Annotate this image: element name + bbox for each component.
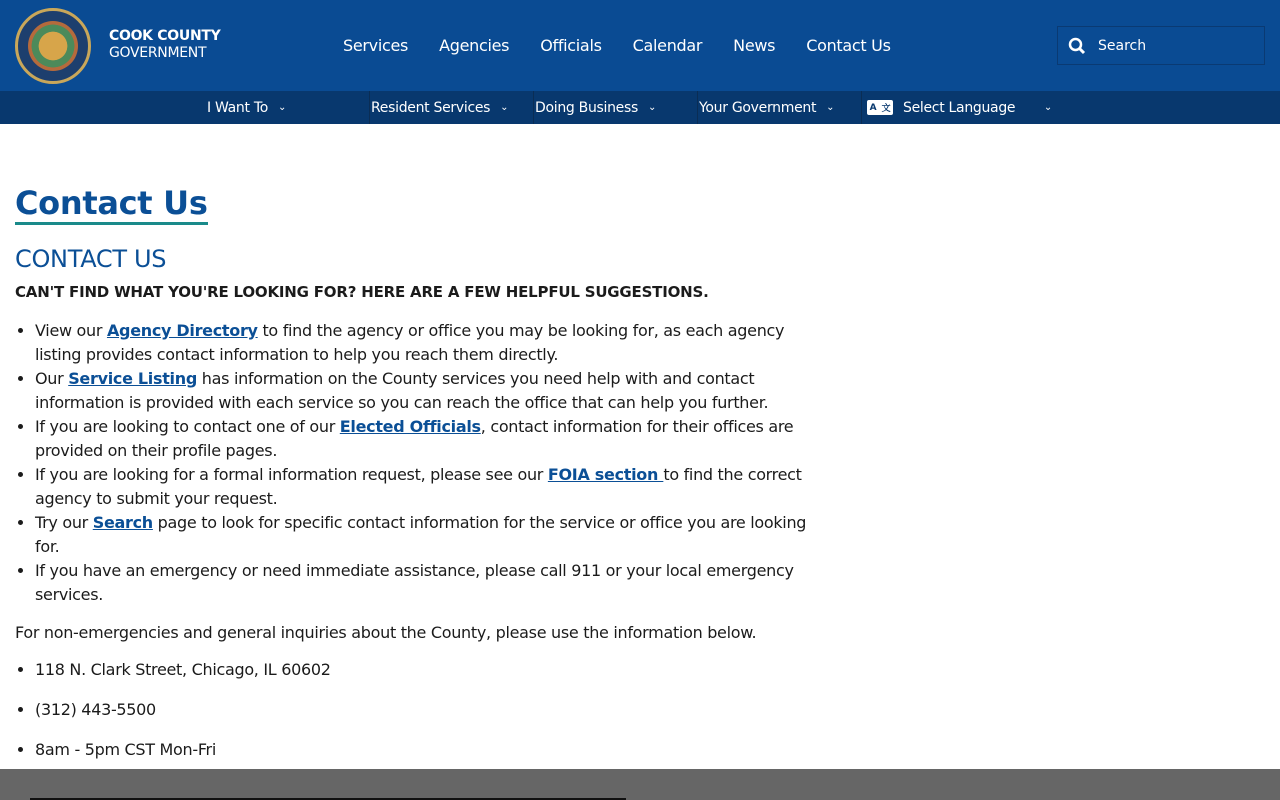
suggestion-link[interactable]: FOIA section: [547, 465, 664, 484]
cook-county-seal-logo[interactable]: [15, 8, 91, 84]
suggestion-text: , contact information for their offices are provided on their profile pages.: [35, 417, 794, 460]
suggestion-text: Our: [35, 369, 69, 388]
suggestion-text: to find the agency or office you may be looking for, as each agency listing provides contact information to help you reach them directly.: [35, 321, 785, 364]
subnav-doing-business[interactable]: [535, 91, 656, 124]
page-title: Contact Us: [15, 184, 208, 225]
contact-address: • 118 N. Clark Street, Chicago, IL 60602: [35, 658, 835, 682]
suggestion-text: to find the correct agency to submit your request.: [35, 465, 802, 508]
nav-news[interactable]: News: [733, 36, 776, 55]
subnav-label: I Want To: [207, 99, 268, 116]
chevron-down-icon: ⌄: [277, 102, 287, 113]
suggestion-item: [35, 415, 835, 463]
main-content: [0, 124, 850, 762]
chevron-down-icon: ⌄: [826, 102, 835, 113]
suggestion-link[interactable]: Agency Directory: [106, 321, 258, 340]
search-input[interactable]: [1057, 26, 1265, 65]
search-icon: [1068, 37, 1086, 55]
suggestion-item: [35, 319, 835, 367]
suggestion-link[interactable]: Service Listing: [68, 369, 197, 388]
subnav-your-government[interactable]: [699, 91, 834, 124]
nav-contact-us[interactable]: Contact Us: [806, 36, 891, 55]
general-inquiries-text: For non-emergencies and general inquiries about the County, please use the information below.: [15, 623, 757, 642]
subnav-i-want-to[interactable]: [207, 91, 286, 124]
brand-line1: COOK COUNTY: [109, 28, 221, 44]
nav-officials[interactable]: Officials: [540, 36, 602, 55]
brand-name[interactable]: [109, 28, 220, 62]
nav-calendar[interactable]: Calendar: [632, 36, 703, 55]
suggestion-link[interactable]: Elected Officials: [339, 417, 481, 436]
search-placeholder: Search: [1098, 37, 1147, 54]
subnav-resident-services[interactable]: [371, 91, 508, 124]
language-select[interactable]: [867, 91, 1052, 124]
suggestion-text: has information on the County services you need help with and contact information is provided with each service so you can reach the office that can help you further.: [35, 369, 769, 412]
language-label: Select Language: [903, 99, 1016, 116]
contact-phone: • (312) 443-5500: [35, 698, 835, 722]
suggestion-item: [35, 463, 835, 511]
chevron-down-icon: ⌄: [647, 102, 657, 113]
section-subheading: CAN'T FIND WHAT YOU'RE LOOKING FOR? HERE ARE A FEW HELPFUL SUGGESTIONS.: [15, 283, 709, 301]
divider: [861, 91, 862, 124]
main-nav: [343, 36, 922, 55]
contact-hours: • 8am - 5pm CST Mon-Fri: [35, 738, 835, 762]
suggestion-text: View our: [35, 321, 107, 340]
brand-line2: GOVERNMENT: [109, 45, 207, 61]
suggestion-item: [35, 367, 835, 415]
nav-agencies[interactable]: Agencies: [439, 36, 510, 55]
suggestions-list: [15, 319, 835, 607]
site-header: [0, 0, 1280, 91]
chevron-down-icon: ⌄: [1043, 102, 1052, 113]
chevron-down-icon: ⌄: [500, 102, 509, 113]
contact-info-list: [15, 658, 835, 762]
subnav-label: Resident Services: [371, 99, 491, 116]
secondary-nav: [0, 91, 1280, 124]
subnav-label: Doing Business: [535, 99, 638, 116]
footer: [0, 769, 1280, 800]
subnav-label: Your Government: [699, 99, 817, 116]
suggestion-text: If you are looking to contact one of our: [35, 417, 340, 436]
suggestion-text: If you have an emergency or need immediate assistance, please call 911 or your local emergency services.: [35, 561, 794, 604]
suggestion-item: [35, 511, 835, 559]
divider: [533, 91, 534, 124]
suggestion-item: [35, 559, 835, 607]
suggestion-text: Try our: [35, 513, 93, 532]
section-heading: CONTACT US: [15, 245, 167, 273]
suggestion-link[interactable]: Search: [92, 513, 153, 532]
divider: [369, 91, 370, 124]
nav-services[interactable]: Services: [343, 36, 409, 55]
suggestion-text: If you are looking for a formal information request, please see our: [35, 465, 548, 484]
divider: [697, 91, 698, 124]
suggestion-text: page to look for specific contact information for the service or office you are looking for.: [35, 513, 807, 556]
translate-icon: A 文: [867, 100, 893, 115]
